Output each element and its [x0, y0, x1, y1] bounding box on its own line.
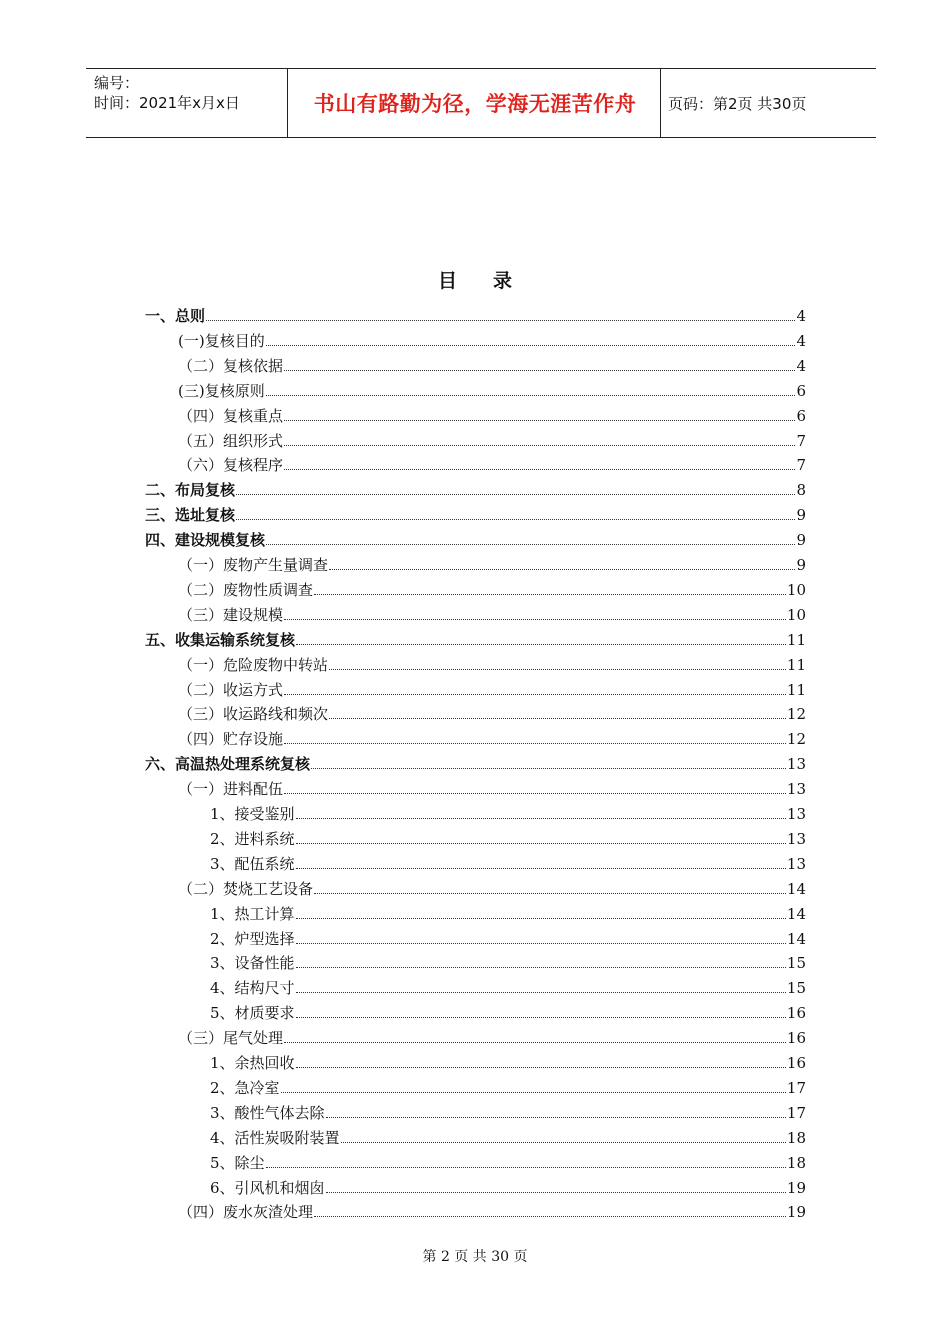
toc-leader-dots: [326, 1191, 786, 1193]
toc-entry-page: 14: [786, 879, 806, 898]
toc-entry[interactable]: [178, 601, 806, 625]
toc-entry-label: （二）废物性质调查: [178, 580, 314, 599]
toc-leader-dots: [284, 618, 786, 620]
toc-entry-label: （二）焚烧工艺设备: [178, 879, 314, 898]
toc-leader-dots: [329, 568, 795, 570]
toc-leader-dots: [296, 917, 786, 919]
toc-entry[interactable]: [178, 427, 806, 451]
toc-entry-page: 11: [786, 680, 806, 699]
toc-leader-dots: [329, 717, 786, 719]
toc-entry[interactable]: [178, 875, 806, 899]
toc-entry-label: （三）尾气处理: [178, 1029, 284, 1048]
toc-entry-label: （一）危险废物中转站: [178, 655, 329, 674]
toc-entry[interactable]: [178, 1024, 806, 1048]
toc-leader-dots: [284, 1041, 786, 1043]
toc-leader-dots: [311, 767, 786, 769]
toc-entry-page: 4: [796, 331, 806, 350]
toc-entry[interactable]: [145, 750, 806, 774]
toc-entry-page: 16: [786, 1054, 806, 1072]
toc-entry-page: 13: [786, 755, 806, 774]
toc-entry-page: 17: [786, 1103, 806, 1122]
toc-leader-dots: [284, 693, 786, 695]
toc-entry-label: （三）建设规模: [178, 605, 284, 624]
toc-leader-dots: [326, 1116, 786, 1118]
toc-entry[interactable]: [210, 1074, 806, 1098]
page-footer: 第 2 页 共 30 页: [422, 1249, 528, 1265]
toc-entry-page: 6: [796, 381, 806, 400]
toc-entry-label: （一）进料配伍: [178, 780, 284, 799]
toc-leader-dots: [236, 518, 795, 520]
toc-entry[interactable]: [145, 626, 806, 650]
toc-entry[interactable]: [210, 825, 806, 849]
toc-entry-page: 18: [786, 1153, 806, 1172]
toc-entry[interactable]: [178, 676, 806, 700]
toc-entry-label: 二、布局复核: [145, 481, 236, 500]
toc-entry-label: 1、余热回收: [210, 1054, 295, 1072]
toc-entry[interactable]: [210, 974, 806, 998]
toc-entry[interactable]: [178, 327, 806, 351]
toc-entry-page: 15: [786, 954, 806, 973]
toc-title-char: 目: [437, 270, 457, 292]
toc-entry-label: （六）复核程序: [178, 456, 284, 475]
toc-entry-label: （五）组织形式: [178, 431, 284, 450]
toc-entry-page: 13: [786, 829, 806, 848]
toc-leader-dots: [266, 344, 796, 346]
toc-entry-label: 2、炉型选择: [210, 929, 295, 948]
toc-entry-page: 14: [786, 904, 806, 923]
toc-leader-dots: [284, 468, 795, 470]
toc-entry[interactable]: [210, 850, 806, 874]
toc-leader-dots: [296, 991, 786, 993]
toc-leader-dots: [284, 742, 786, 744]
toc-entry[interactable]: [178, 402, 806, 426]
toc-entry-label: 六、高温热处理系统复核: [145, 755, 311, 774]
toc-title-char: 录: [493, 270, 513, 292]
toc-entry-label: 2、进料系统: [210, 829, 295, 848]
page-header: [86, 68, 876, 138]
toc-leader-dots: [284, 419, 795, 421]
toc-entry-page: 19: [786, 1178, 806, 1197]
toc-entry-page: 15: [786, 979, 806, 998]
toc-entry-label: 5、除尘: [210, 1153, 265, 1172]
toc-entry-label: （二）复核依据: [178, 356, 284, 375]
toc-entry-page: 9: [796, 531, 806, 550]
toc-leader-dots: [266, 543, 795, 545]
toc-entry-label: 3、酸性气体去除: [210, 1103, 325, 1122]
toc-entry[interactable]: [210, 1174, 806, 1198]
toc-leader-dots: [206, 319, 795, 321]
toc-entry-page: 4: [796, 356, 806, 375]
toc-leader-dots: [281, 1091, 786, 1093]
toc-entry-page: 11: [786, 655, 806, 674]
toc-entry-label: 五、收集运输系统复核: [145, 630, 296, 649]
toc-entry-label: 三、选址复核: [145, 506, 236, 525]
toc-entry-label: 一、总则: [145, 307, 206, 325]
toc-entry-label: （四）复核重点: [178, 406, 284, 425]
toc-entry-label: (一)复核目的: [178, 331, 265, 350]
toc-entry[interactable]: [178, 377, 806, 401]
toc-entry-page: 12: [786, 705, 806, 724]
toc-leader-dots: [329, 668, 786, 670]
toc-entry-page: 11: [786, 630, 806, 649]
toc-leader-dots: [296, 643, 786, 645]
toc-leader-dots: [314, 1215, 786, 1217]
toc-leader-dots: [314, 892, 786, 894]
toc-entry[interactable]: [210, 925, 806, 949]
toc-entry-page: 13: [786, 805, 806, 823]
toc-leader-dots: [296, 966, 786, 968]
toc-entry-label: 四、建设规模复核: [145, 531, 266, 550]
toc-entry-page: 12: [786, 730, 806, 749]
toc-entry-label: (三)复核原则: [178, 381, 265, 400]
toc-entry-label: 4、活性炭吸附装置: [210, 1128, 340, 1147]
toc-leader-dots: [236, 493, 795, 495]
toc-entry[interactable]: [210, 900, 806, 924]
toc-entry-label: 2、急冷室: [210, 1078, 280, 1097]
toc-entry[interactable]: [178, 551, 806, 575]
header-divider: [287, 69, 288, 137]
toc-entry[interactable]: [145, 526, 806, 550]
toc-entry-label: 3、设备性能: [210, 954, 295, 973]
toc-leader-dots: [296, 942, 786, 944]
toc-entry-label: （四）贮存设施: [178, 730, 284, 749]
toc-entry-label: （一）废物产生量调查: [178, 556, 329, 574]
toc-entry[interactable]: [178, 451, 806, 475]
toc-entry[interactable]: [145, 501, 806, 525]
toc-entry[interactable]: [210, 1099, 806, 1123]
toc-entry[interactable]: [210, 999, 806, 1023]
toc-entry-page: 13: [786, 780, 806, 799]
toc-entry-page: 8: [796, 481, 806, 500]
toc-entry-label: 1、接受鉴别: [210, 805, 295, 823]
toc-leader-dots: [266, 394, 796, 396]
toc-entry[interactable]: [210, 1049, 806, 1073]
toc-leader-dots: [296, 1066, 786, 1068]
toc-entry-page: 7: [796, 431, 806, 450]
header-motto: 书山有路勤为径，学海无涯苦作舟: [313, 92, 637, 116]
toc-entry[interactable]: [178, 700, 806, 724]
toc-entry[interactable]: [178, 352, 806, 376]
toc-entry-label: （二）收运方式: [178, 680, 284, 699]
header-page-label: 页码：第2页 共30页: [668, 94, 807, 113]
toc-entry[interactable]: [210, 949, 806, 973]
toc-entry[interactable]: [145, 302, 806, 326]
toc-entry-page: 10: [786, 580, 806, 599]
toc-leader-dots: [341, 1141, 786, 1143]
toc-entry-page: 7: [796, 456, 806, 475]
toc-entry[interactable]: [210, 1124, 806, 1148]
toc-entry-page: 9: [796, 556, 806, 574]
toc-entry-label: 6、引风机和烟囱: [210, 1178, 325, 1197]
toc-entry[interactable]: [210, 1149, 806, 1173]
toc-entry-label: 3、配伍系统: [210, 854, 295, 873]
toc-leader-dots: [296, 842, 786, 844]
toc-entry-label: （三）收运路线和频次: [178, 705, 329, 724]
toc-entry[interactable]: [145, 476, 806, 500]
toc-entry-label: 1、热工计算: [210, 904, 295, 923]
toc-entry[interactable]: [178, 576, 806, 600]
toc-entry-page: 17: [786, 1078, 806, 1097]
toc-entry-page: 4: [796, 307, 806, 325]
toc-entry-page: 13: [786, 854, 806, 873]
toc-entry[interactable]: [178, 725, 806, 749]
toc-entry[interactable]: [210, 800, 806, 824]
toc-entry-page: 10: [786, 605, 806, 624]
toc-entry-page: 6: [796, 406, 806, 425]
toc-entry-label: （四）废水灰渣处理: [178, 1203, 314, 1222]
toc-leader-dots: [284, 792, 786, 794]
toc-entry[interactable]: [178, 651, 806, 675]
toc-entry-page: 14: [786, 929, 806, 948]
toc-title: [0, 266, 950, 293]
toc-entry-label: 5、材质要求: [210, 1004, 295, 1023]
toc-entry-page: 19: [786, 1203, 806, 1222]
toc-leader-dots: [284, 369, 795, 371]
toc-entry[interactable]: [178, 1198, 806, 1222]
serial-label: 编号：: [94, 74, 140, 92]
header-divider: [660, 69, 661, 137]
toc-entry-page: 16: [786, 1029, 806, 1048]
toc-entry-label: 4、结构尺寸: [210, 979, 295, 998]
toc-leader-dots: [296, 817, 786, 819]
toc-leader-dots: [266, 1166, 786, 1168]
header-meta: [94, 73, 284, 113]
time-label: 时间：2021年x月x日: [94, 94, 240, 112]
toc-entry-page: 9: [796, 506, 806, 525]
toc-entry[interactable]: [178, 775, 806, 799]
toc-leader-dots: [296, 867, 786, 869]
toc-leader-dots: [314, 593, 786, 595]
toc-entry-page: 18: [786, 1128, 806, 1147]
toc-leader-dots: [284, 444, 795, 446]
toc-entry-page: 16: [786, 1004, 806, 1023]
toc-leader-dots: [296, 1016, 786, 1018]
